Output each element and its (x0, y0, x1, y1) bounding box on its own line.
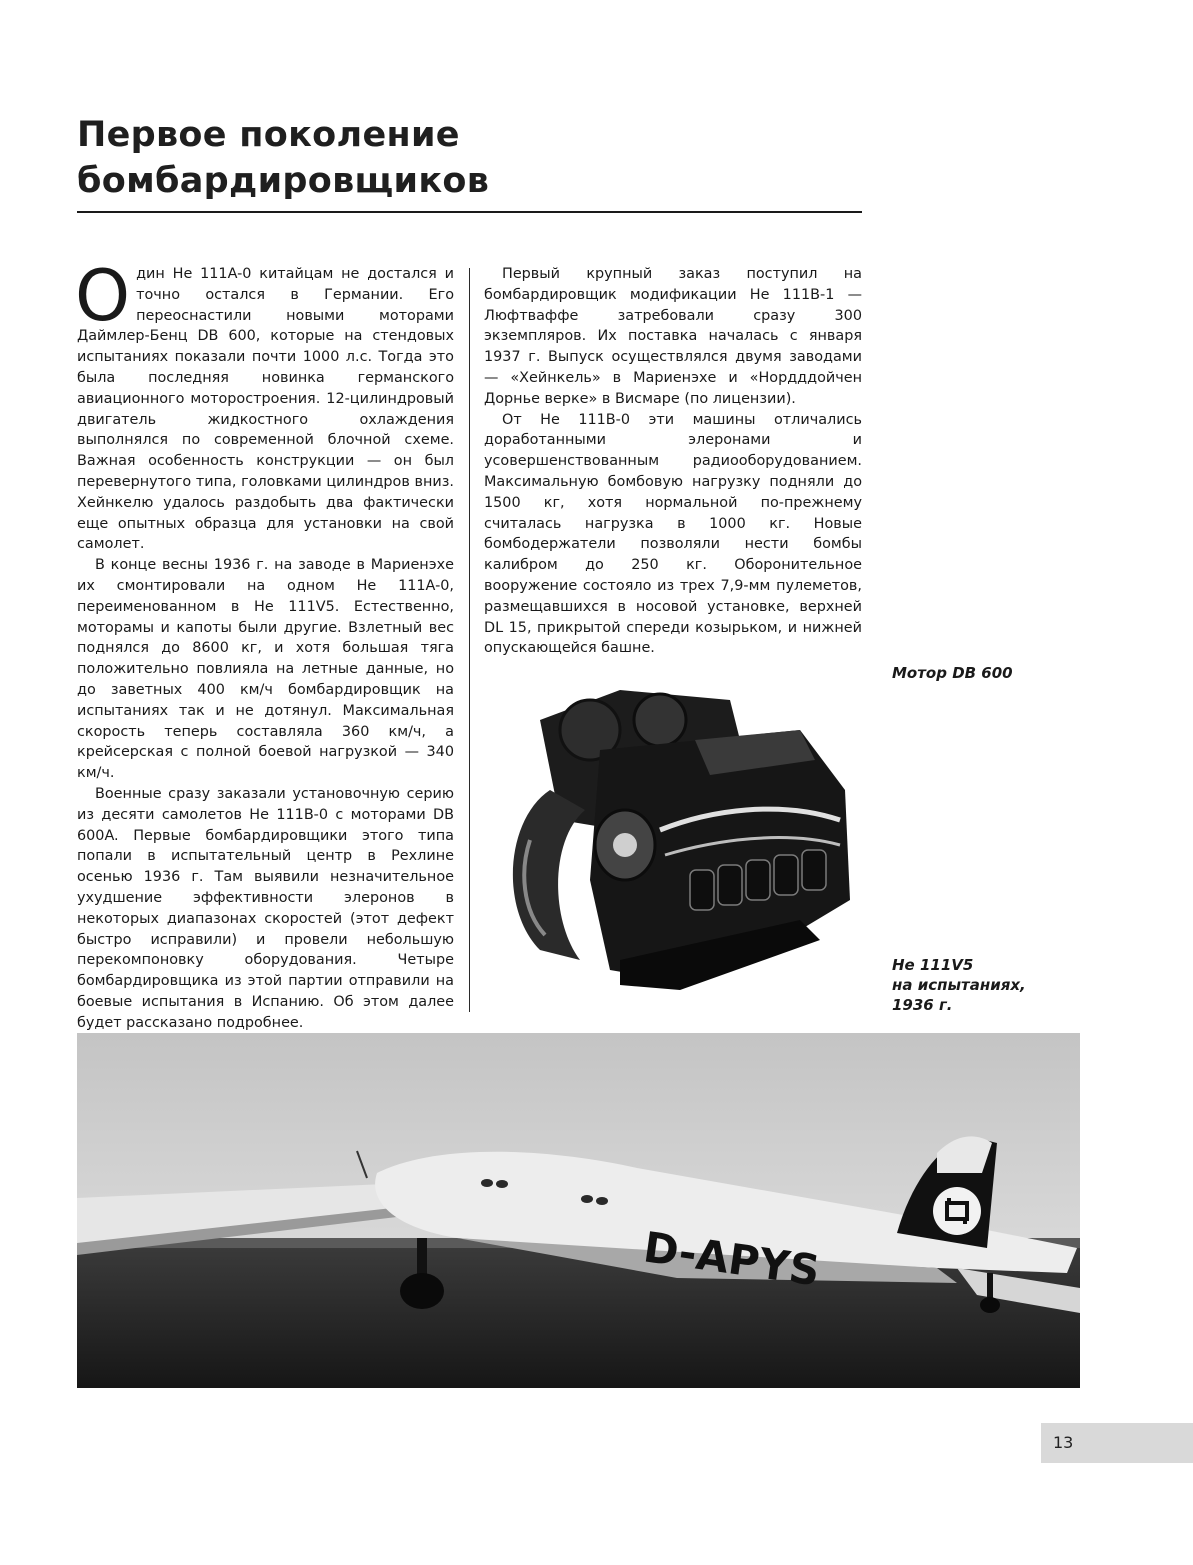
title-underline (77, 211, 862, 213)
left-text-column (75, 255, 454, 1033)
engine-caption: Мотор DB 600 (892, 664, 1013, 682)
page-title-line-2: бомбардировщиков (77, 161, 490, 201)
drop-cap: О (75, 255, 131, 337)
plane-caption-line-1: He 111V5 (892, 956, 974, 974)
column-divider (469, 268, 470, 1012)
aircraft-registration-text: D-APYS (640, 1222, 823, 1296)
page-number: 13 (1053, 1433, 1074, 1452)
paragraph-3: Военные сразу заказали установочную серию из десяти самолетов He 111B-0 с моторами DB 600A. Первые бомбардировщики этого типа попали в испытательный центр в Рехлине осенью 1936 г. Там выявили незначительное ухудшение эффективности элеронов в некоторых диапазонах скоростей (этот дефект быстро исправили) и провели небольшую перекомпоновку оборудования. Четыре бомбардировщика из этой партии отправили на боевые испытания в Испанию. Об этом далее будет рассказано подробнее. (77, 785, 454, 1031)
engine-photo (500, 680, 860, 1000)
paragraph-4: Первый крупный заказ поступил на бомбардировщик модификации He 111B-1 — Люфтваффе затребовали сразу 300 экземпляров. Их поставка началась с января 1937 г. Выпуск осуществлялся двумя заводами — «Хейнкель» в Мариенэхе и «Нордддойчен Дорнье верке» в Висмаре (по лицензии). (484, 266, 862, 407)
page-title (77, 112, 862, 204)
page-title-line-1: Первое поколение (77, 115, 460, 155)
right-text-column (484, 264, 862, 659)
paragraph-1 (75, 255, 454, 555)
plane-caption-line-3: 1936 г. (892, 996, 953, 1014)
paragraph-5: От He 111B-0 эти машины отличались доработанными элеронами и усовершенствованным радиооборудованием. Максимальную бомбовую нагрузку подняли до 1500 кг, хотя нормальной по-прежнему считалась нагрузка в 1000 кг. Новые бомбодержатели позволяли нести бомбы калибром до 250 кг. Оборонительное вооружение состояло из трех 7,9-мм пулеметов, размещавшихся в носовой установке, верхней DL 15, прикрытой спереди козырьком, и нижней опускающейся башне. (484, 411, 862, 657)
plane-caption (892, 955, 1092, 1015)
paragraph-2: В конце весны 1936 г. на заводе в Мариенэхе их смонтировали на одном He 111A-0, переименованном в He 111V5. Естественно, моторамы и капоты были другие. Взлетный вес поднялся до 8600 кг, и хотя большая тяга положительно повлияла на летные данные, но до заветных 400 км/ч бомбардировщик на испытаниях так и не дотянул. Максимальная скорость теперь составляла 360 км/ч, а крейсерская с полной боевой нагрузкой — 340 км/ч. (77, 557, 454, 782)
aircraft-photo (77, 1033, 1080, 1388)
plane-caption-line-2: на испытаниях, (892, 976, 1026, 994)
paragraph-1-text: дин He 111A-0 китайцам не достался и точно остался в Германии. Его переоснастили новыми моторами Даймлер-Бенц DB 600, которые на стендовых испытаниях показали почти 1000 л.с. Тогда это была последняя новинка германского авиационного моторостроения. 12-цилиндровый двигатель жидкостного охлаждения выполнялся по современной блочной схеме. Важная особенность конструкции — он был перевернутого типа, головками цилиндров вниз. Хейнкелю удалось раздобыть два фактически еще опытных образца для установки на свой самолет. (77, 266, 454, 553)
